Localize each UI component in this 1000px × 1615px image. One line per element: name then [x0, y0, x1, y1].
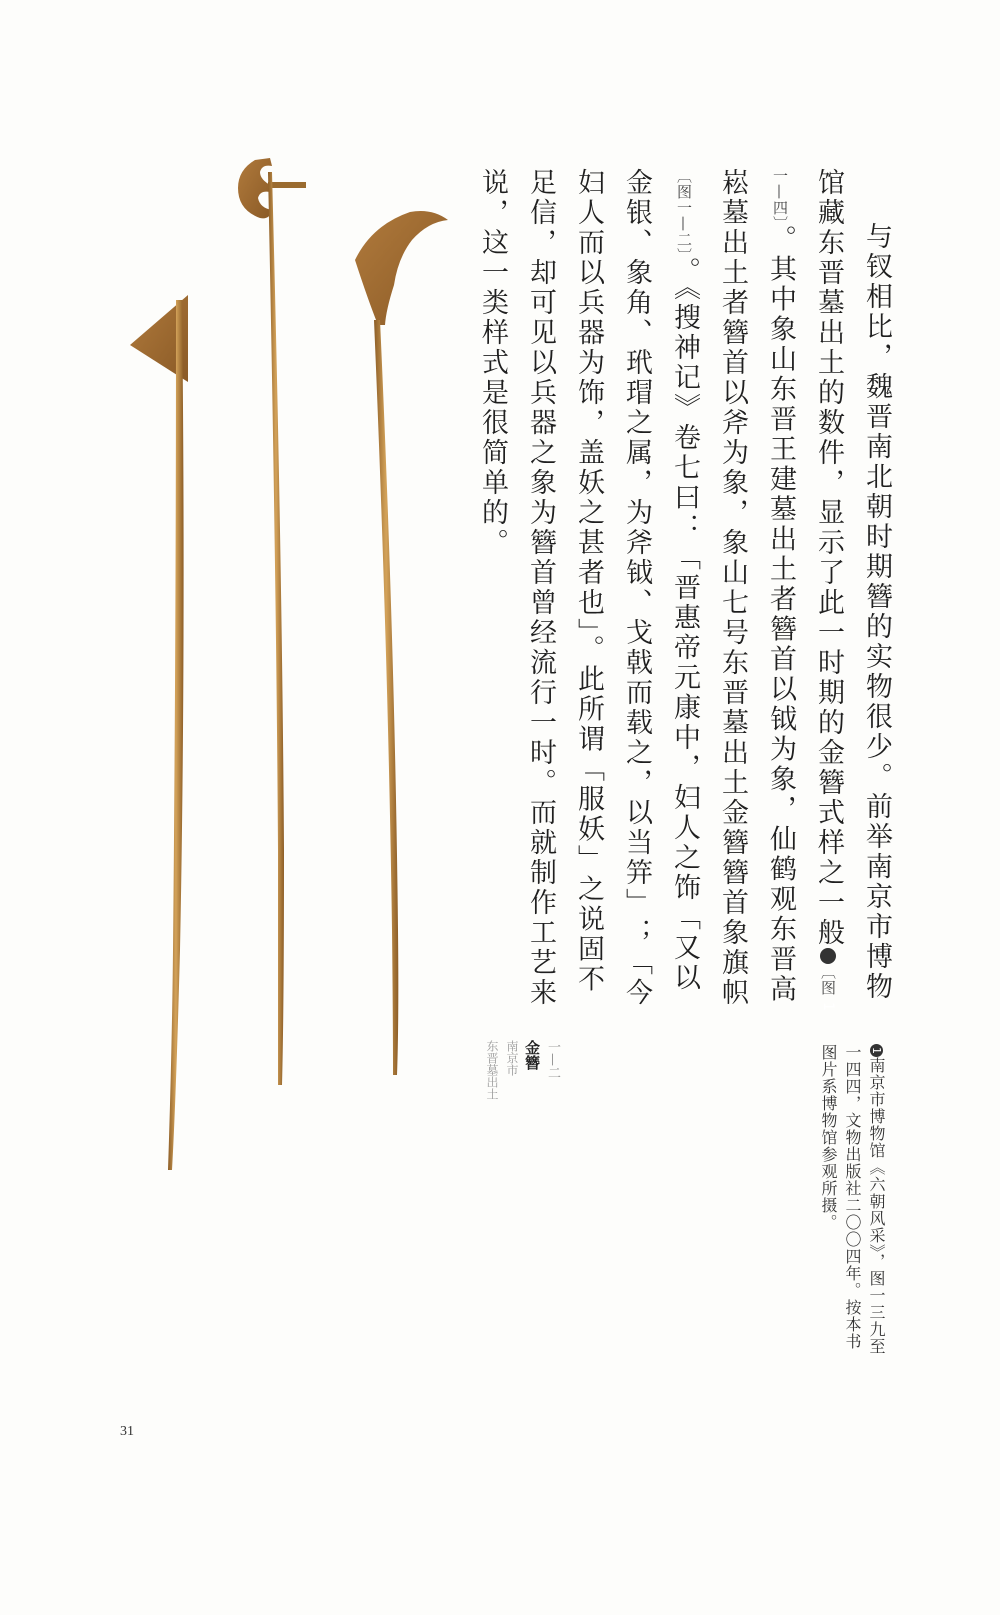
page-number: 31	[120, 1424, 134, 1439]
hairpin-flag	[130, 295, 188, 1170]
source-line: 东晋墓出土	[485, 1040, 499, 1100]
hairpin-axe	[355, 211, 448, 1075]
footnote-number: 1	[870, 1044, 883, 1057]
figure-title: 金簪	[523, 1040, 541, 1070]
text-segment: 。其中象山东晋王建墓出土者簪首以钺为象，仙鹤观东晋高崧墓出土者簪首以斧为象，象山七号东晋墓出土金簪簪首象旗帜	[717, 168, 796, 1008]
hairpin-scroll	[238, 158, 306, 1085]
figure-source	[482, 1040, 522, 1100]
footnote-text: 南京市博物馆《六朝风采》，图一三九至一四四，文物出版社二〇〇四年。按本书图片系博物馆参观所摄。	[819, 1044, 886, 1355]
figure-number: 一—二	[545, 1040, 560, 1079]
figure-reference: 〔图一—四〕	[771, 168, 837, 996]
text-segment: 。《搜神记》卷七曰：「晋惠帝元康中，妇人之饰「又以金银、象角、玳瑁之属，为斧钺、戈戟而载之，以当笄」；「今妇人而以兵器为饰，盖妖之甚者也」。此所谓「服妖」之说固不足信，却可见以兵器之象为簪首曾经流行一时。而就制作工艺来说，这一类样式是很简单的。	[477, 168, 700, 1008]
source-line: 南京市	[505, 1040, 519, 1076]
body-text	[468, 168, 900, 1014]
footnote-marker: 1	[820, 948, 836, 964]
paragraph	[468, 168, 900, 1014]
hairpin-illustrations	[110, 150, 470, 1190]
text-segment: 与钗相比，魏晋南北朝时期簪的实物很少。前举南京市博物馆藏东晋墓出土的数件，显示了此一时期的金簪式样之一般	[813, 168, 892, 1002]
footnote	[816, 1044, 888, 1364]
figure-caption	[482, 1040, 562, 1100]
figure-reference: 〔图一—二〕	[675, 168, 693, 257]
